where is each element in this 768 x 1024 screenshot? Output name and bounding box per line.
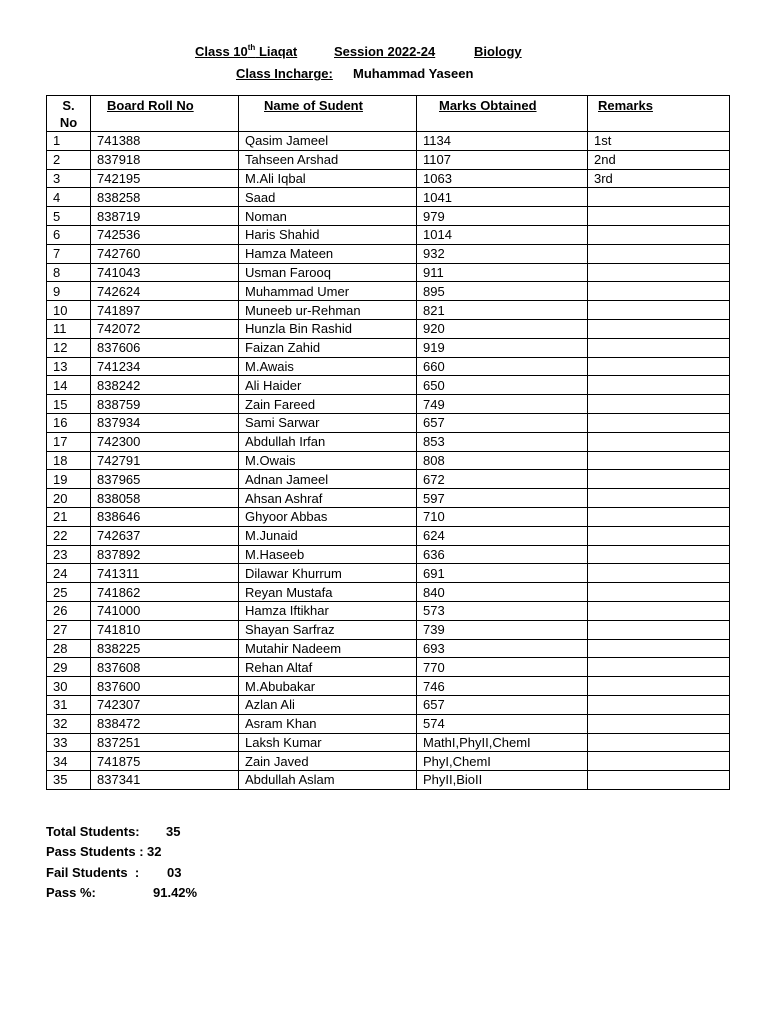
cell-remarks xyxy=(588,357,730,376)
cell-roll: 837965 xyxy=(91,470,239,489)
class-title-text: Class 10 xyxy=(195,44,248,59)
cell-sno: 27 xyxy=(47,620,91,639)
cell-marks: 1134 xyxy=(417,132,588,151)
cell-marks: 691 xyxy=(417,564,588,583)
cell-name: M.Ali Iqbal xyxy=(239,169,417,188)
cell-remarks: 3rd xyxy=(588,169,730,188)
cell-marks: PhyII,BioII xyxy=(417,771,588,790)
cell-marks: 1107 xyxy=(417,150,588,169)
cell-marks: 920 xyxy=(417,319,588,338)
cell-name: Reyan Mustafa xyxy=(239,583,417,602)
cell-marks: 739 xyxy=(417,620,588,639)
cell-sno: 7 xyxy=(47,244,91,263)
table-row xyxy=(47,338,730,357)
cell-sno: 22 xyxy=(47,526,91,545)
table-row xyxy=(47,395,730,414)
cell-remarks xyxy=(588,263,730,282)
cell-name: Tahseen Arshad xyxy=(239,150,417,169)
cell-remarks xyxy=(588,432,730,451)
cell-roll: 741810 xyxy=(91,620,239,639)
cell-sno: 28 xyxy=(47,639,91,658)
cell-sno: 5 xyxy=(47,207,91,226)
cell-sno: 23 xyxy=(47,545,91,564)
cell-remarks xyxy=(588,601,730,620)
col-header-roll-text: Board Roll No xyxy=(107,98,194,113)
cell-sno: 12 xyxy=(47,338,91,357)
cell-remarks xyxy=(588,752,730,771)
cell-sno: 11 xyxy=(47,319,91,338)
table-row xyxy=(47,639,730,658)
cell-marks: 573 xyxy=(417,601,588,620)
cell-sno: 8 xyxy=(47,263,91,282)
cell-roll: 741234 xyxy=(91,357,239,376)
cell-roll: 838646 xyxy=(91,507,239,526)
cell-marks: 710 xyxy=(417,507,588,526)
cell-remarks: 1st xyxy=(588,132,730,151)
cell-sno: 6 xyxy=(47,225,91,244)
cell-remarks xyxy=(588,188,730,207)
cell-remarks xyxy=(588,639,730,658)
cell-roll: 741311 xyxy=(91,564,239,583)
cell-remarks xyxy=(588,244,730,263)
cell-remarks xyxy=(588,451,730,470)
cell-name: Abdullah Irfan xyxy=(239,432,417,451)
table-row xyxy=(47,564,730,583)
incharge-label: Class Incharge: xyxy=(236,66,333,81)
cell-roll: 838258 xyxy=(91,188,239,207)
cell-marks: 932 xyxy=(417,244,588,263)
col-header-remarks-text: Remarks xyxy=(598,98,653,113)
cell-roll: 838472 xyxy=(91,714,239,733)
cell-remarks xyxy=(588,338,730,357)
cell-sno: 35 xyxy=(47,771,91,790)
cell-roll: 838759 xyxy=(91,395,239,414)
col-header-roll xyxy=(91,96,239,132)
cell-remarks xyxy=(588,489,730,508)
table-row xyxy=(47,583,730,602)
cell-roll: 741862 xyxy=(91,583,239,602)
cell-name: Rehan Altaf xyxy=(239,658,417,677)
cell-roll: 742791 xyxy=(91,451,239,470)
cell-name: Hamza Iftikhar xyxy=(239,601,417,620)
cell-remarks xyxy=(588,583,730,602)
cell-marks: 1041 xyxy=(417,188,588,207)
cell-name: Zain Fareed xyxy=(239,395,417,414)
cell-marks: 574 xyxy=(417,714,588,733)
cell-name: M.Owais xyxy=(239,451,417,470)
cell-marks: 746 xyxy=(417,677,588,696)
cell-name: Ahsan Ashraf xyxy=(239,489,417,508)
cell-sno: 4 xyxy=(47,188,91,207)
summary-label: Fail Students : xyxy=(46,864,140,880)
cell-remarks xyxy=(588,376,730,395)
cell-roll: 742072 xyxy=(91,319,239,338)
cell-roll: 741000 xyxy=(91,601,239,620)
summary-row xyxy=(46,822,266,842)
cell-marks: MathI,PhyII,ChemI xyxy=(417,733,588,752)
cell-roll: 741875 xyxy=(91,752,239,771)
cell-name: Shayan Sarfraz xyxy=(239,620,417,639)
cell-sno: 2 xyxy=(47,150,91,169)
cell-marks: 624 xyxy=(417,526,588,545)
cell-name: Laksh Kumar xyxy=(239,733,417,752)
cell-sno: 9 xyxy=(47,282,91,301)
table-row xyxy=(47,169,730,188)
col-header-sno xyxy=(47,96,91,132)
cell-roll: 838058 xyxy=(91,489,239,508)
class-title-sup: th xyxy=(247,43,256,52)
cell-name: Abdullah Aslam xyxy=(239,771,417,790)
table-row xyxy=(47,432,730,451)
cell-name: Hunzla Bin Rashid xyxy=(239,319,417,338)
cell-sno: 18 xyxy=(47,451,91,470)
cell-name: Haris Shahid xyxy=(239,225,417,244)
summary-row xyxy=(46,863,266,883)
cell-remarks xyxy=(588,282,730,301)
cell-sno: 34 xyxy=(47,752,91,771)
cell-remarks xyxy=(588,677,730,696)
incharge-name: Muhammad Yaseen xyxy=(353,66,474,81)
cell-remarks xyxy=(588,225,730,244)
summary-value: 32 xyxy=(147,844,162,860)
cell-remarks xyxy=(588,733,730,752)
cell-name: Ali Haider xyxy=(239,376,417,395)
cell-name: Asram Khan xyxy=(239,714,417,733)
cell-remarks xyxy=(588,620,730,639)
cell-roll: 838225 xyxy=(91,639,239,658)
table-row xyxy=(47,658,730,677)
table-row xyxy=(47,545,730,564)
cell-sno: 29 xyxy=(47,658,91,677)
table-row xyxy=(47,225,730,244)
cell-roll: 742760 xyxy=(91,244,239,263)
cell-remarks xyxy=(588,658,730,677)
cell-name: Zain Javed xyxy=(239,752,417,771)
table-row xyxy=(47,714,730,733)
cell-marks: 693 xyxy=(417,639,588,658)
table-row xyxy=(47,319,730,338)
cell-marks: 979 xyxy=(417,207,588,226)
cell-name: Muneeb ur-Rehman xyxy=(239,301,417,320)
col-header-name xyxy=(239,96,417,132)
cell-marks: 749 xyxy=(417,395,588,414)
col-header-name-text: Name of Sudent xyxy=(264,98,363,113)
cell-name: Usman Farooq xyxy=(239,263,417,282)
cell-sno: 3 xyxy=(47,169,91,188)
cell-name: Adnan Jameel xyxy=(239,470,417,489)
table-row xyxy=(47,376,730,395)
cell-remarks: 2nd xyxy=(588,150,730,169)
cell-sno: 32 xyxy=(47,714,91,733)
cell-roll: 837934 xyxy=(91,413,239,432)
table-row xyxy=(47,752,730,771)
cell-roll: 837918 xyxy=(91,150,239,169)
cell-sno: 26 xyxy=(47,601,91,620)
cell-roll: 837600 xyxy=(91,677,239,696)
cell-remarks xyxy=(588,413,730,432)
cell-remarks xyxy=(588,771,730,790)
cell-name: Hamza Mateen xyxy=(239,244,417,263)
cell-marks: 657 xyxy=(417,413,588,432)
class-title xyxy=(195,44,297,59)
cell-name: M.Awais xyxy=(239,357,417,376)
cell-marks: 895 xyxy=(417,282,588,301)
table-row xyxy=(47,263,730,282)
table-row xyxy=(47,470,730,489)
cell-roll: 837892 xyxy=(91,545,239,564)
cell-marks: 657 xyxy=(417,695,588,714)
table-header-row xyxy=(47,96,730,132)
table-row xyxy=(47,132,730,151)
cell-remarks xyxy=(588,301,730,320)
cell-remarks xyxy=(588,507,730,526)
cell-roll: 837341 xyxy=(91,771,239,790)
summary-block xyxy=(46,822,266,903)
cell-marks: 919 xyxy=(417,338,588,357)
marks-table xyxy=(46,95,730,790)
cell-marks: 853 xyxy=(417,432,588,451)
cell-roll: 742307 xyxy=(91,695,239,714)
cell-name: Faizan Zahid xyxy=(239,338,417,357)
table-row xyxy=(47,677,730,696)
summary-value: 03 xyxy=(167,864,182,880)
cell-marks: 636 xyxy=(417,545,588,564)
cell-sno: 10 xyxy=(47,301,91,320)
cell-name: Mutahir Nadeem xyxy=(239,639,417,658)
cell-marks: 840 xyxy=(417,583,588,602)
table-row xyxy=(47,244,730,263)
class-title-section: Liaqat xyxy=(255,44,298,59)
col-header-sno-line2: No xyxy=(59,115,78,130)
cell-roll: 837608 xyxy=(91,658,239,677)
summary-label: Pass %: xyxy=(46,884,96,900)
cell-sno: 33 xyxy=(47,733,91,752)
cell-marks: 1063 xyxy=(417,169,588,188)
cell-sno: 25 xyxy=(47,583,91,602)
cell-marks: 650 xyxy=(417,376,588,395)
table-row xyxy=(47,150,730,169)
cell-sno: 30 xyxy=(47,677,91,696)
col-header-sno-line1: S. xyxy=(62,98,75,113)
cell-marks: 597 xyxy=(417,489,588,508)
cell-sno: 13 xyxy=(47,357,91,376)
cell-roll: 741388 xyxy=(91,132,239,151)
cell-name: Sami Sarwar xyxy=(239,413,417,432)
col-header-marks-text: Marks Obtained xyxy=(439,98,537,113)
cell-sno: 1 xyxy=(47,132,91,151)
cell-remarks xyxy=(588,564,730,583)
table-row xyxy=(47,526,730,545)
summary-label: Total Students: xyxy=(46,824,140,839)
table-row xyxy=(47,188,730,207)
table-row xyxy=(47,507,730,526)
table-body xyxy=(47,132,730,790)
summary-row xyxy=(46,842,266,862)
cell-name: Azlan Ali xyxy=(239,695,417,714)
cell-sno: 19 xyxy=(47,470,91,489)
cell-sno: 17 xyxy=(47,432,91,451)
cell-remarks xyxy=(588,207,730,226)
table-row xyxy=(47,451,730,470)
summary-value: 91.42% xyxy=(153,884,198,900)
cell-marks: 660 xyxy=(417,357,588,376)
table-row xyxy=(47,301,730,320)
cell-name: Qasim Jameel xyxy=(239,132,417,151)
cell-name: Dilawar Khurrum xyxy=(239,564,417,583)
cell-roll: 742536 xyxy=(91,225,239,244)
cell-sno: 15 xyxy=(47,395,91,414)
cell-name: Muhammad Umer xyxy=(239,282,417,301)
cell-roll: 742300 xyxy=(91,432,239,451)
cell-roll: 742195 xyxy=(91,169,239,188)
table-row xyxy=(47,733,730,752)
subject-label: Biology xyxy=(474,44,522,59)
cell-marks: 770 xyxy=(417,658,588,677)
cell-marks: 672 xyxy=(417,470,588,489)
cell-name: Noman xyxy=(239,207,417,226)
table-row xyxy=(47,413,730,432)
cell-remarks xyxy=(588,714,730,733)
table-row xyxy=(47,282,730,301)
cell-roll: 838242 xyxy=(91,376,239,395)
cell-sno: 21 xyxy=(47,507,91,526)
col-header-marks xyxy=(417,96,588,132)
cell-roll: 838719 xyxy=(91,207,239,226)
cell-roll: 741897 xyxy=(91,301,239,320)
cell-roll: 742624 xyxy=(91,282,239,301)
table-row xyxy=(47,207,730,226)
summary-row xyxy=(46,883,266,903)
cell-remarks xyxy=(588,695,730,714)
summary-label: Pass Students : xyxy=(46,844,144,860)
cell-remarks xyxy=(588,319,730,338)
col-header-remarks xyxy=(588,96,730,132)
cell-roll: 742637 xyxy=(91,526,239,545)
cell-marks: 911 xyxy=(417,263,588,282)
cell-remarks xyxy=(588,395,730,414)
cell-name: M.Junaid xyxy=(239,526,417,545)
cell-roll: 741043 xyxy=(91,263,239,282)
cell-name: Ghyoor Abbas xyxy=(239,507,417,526)
summary-value: 35 xyxy=(166,824,181,839)
cell-name: Saad xyxy=(239,188,417,207)
cell-sno: 16 xyxy=(47,413,91,432)
cell-marks: 808 xyxy=(417,451,588,470)
cell-remarks xyxy=(588,545,730,564)
cell-remarks xyxy=(588,470,730,489)
table-row xyxy=(47,695,730,714)
cell-sno: 20 xyxy=(47,489,91,508)
cell-marks: PhyI,ChemI xyxy=(417,752,588,771)
cell-name: M.Haseeb xyxy=(239,545,417,564)
cell-sno: 24 xyxy=(47,564,91,583)
cell-sno: 31 xyxy=(47,695,91,714)
cell-sno: 14 xyxy=(47,376,91,395)
cell-roll: 837606 xyxy=(91,338,239,357)
table-row xyxy=(47,620,730,639)
cell-marks: 1014 xyxy=(417,225,588,244)
table-row xyxy=(47,489,730,508)
table-row xyxy=(47,601,730,620)
session-label: Session 2022-24 xyxy=(334,44,436,59)
cell-name: M.Abubakar xyxy=(239,677,417,696)
table-row xyxy=(47,771,730,790)
cell-marks: 821 xyxy=(417,301,588,320)
table-row xyxy=(47,357,730,376)
cell-roll: 837251 xyxy=(91,733,239,752)
cell-remarks xyxy=(588,526,730,545)
